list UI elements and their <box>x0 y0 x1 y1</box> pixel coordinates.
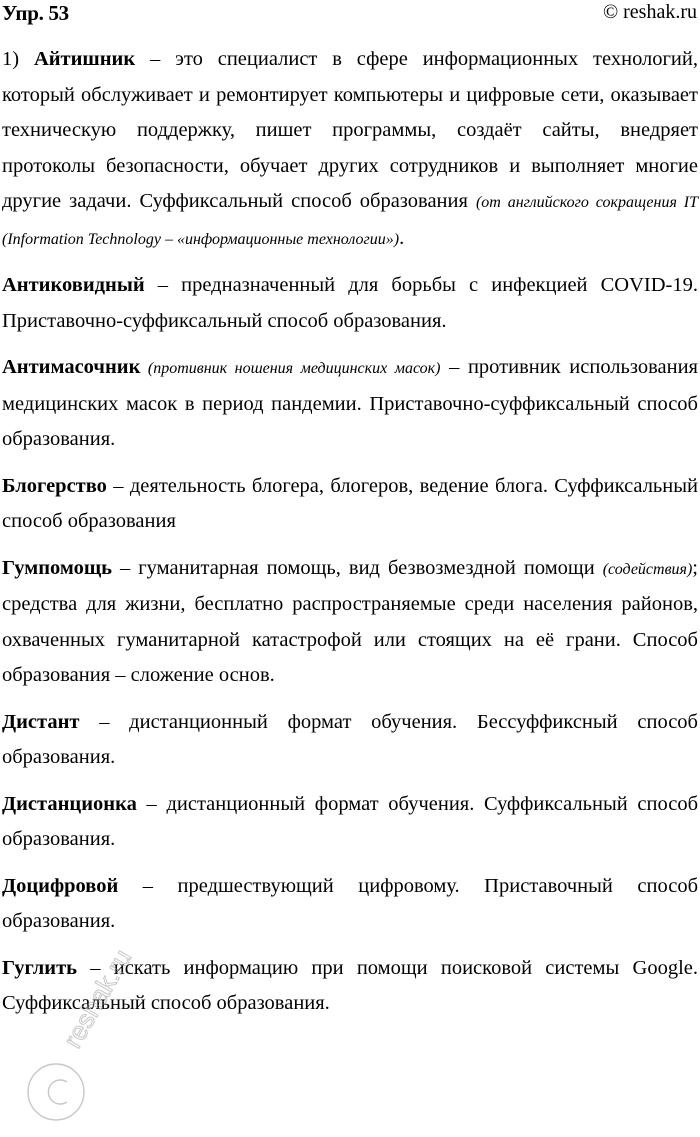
entry-guglit <box>2 951 698 1022</box>
entry-antikovidny <box>2 268 698 339</box>
entry-definition: – деятельность блогера, блогеров, ведение блога. Суффиксальный способ образования <box>2 474 698 532</box>
entry-note: (противник ношения медицинских масок) <box>140 360 441 377</box>
entry-definition: – противник использования медицинских масок в период пандемии. Приставочно-суффиксальный способ образования. <box>2 356 698 450</box>
entry-tail: ; средства для жизни, бесплатно распространяемые среди населения районов, охваченных гуманитарной катастрофой или стоящих на её грани. Способ образования – сложение основ. <box>2 556 698 686</box>
entry-note: (от английского сокращения IT (Information Technology – «информационные технологии») <box>2 194 698 248</box>
entry-distant <box>2 705 698 776</box>
entry-aitishnik <box>2 42 698 257</box>
entry-blogerstvo <box>2 469 698 540</box>
entry-number: 1) <box>2 48 34 70</box>
entry-definition: – предшествующий цифровому. Приставочный способ образования. <box>2 874 698 932</box>
answer-content <box>2 42 698 1033</box>
entry-definition: – дистанционный формат обучения. Суффиксальный способ образования. <box>2 792 698 850</box>
entry-term: Гуглить <box>2 956 78 979</box>
entry-definition: – предназначенный для борьбы с инфекцией COVID-19. Приставочно-суффиксальный способ образования. <box>2 274 698 332</box>
entry-antimasochnik <box>2 350 698 458</box>
watermark-text: reshak.ru <box>57 944 138 1053</box>
entry-distantsionka <box>2 787 698 858</box>
copyright-label: © reshak.ru <box>602 1 697 23</box>
entry-term: Гумпомощь <box>2 556 112 579</box>
entry-definition: – гуманитарная помощь, вид безвозмездной помощи <box>111 556 603 579</box>
entry-gumpomoshch <box>2 551 698 694</box>
entry-term: Дистант <box>2 710 80 733</box>
entry-definition: – искать информацию при помощи поисковой системы Google. Суффиксальный способ образования. <box>2 956 698 1014</box>
entry-term: Блогерство <box>2 474 107 497</box>
entry-definition: – это специалист в сфере информационных технологий, который обслуживает и ремонтирует компьютеры и цифровые сети, оказывает техническую поддержку, пишет программы, создаёт сайты, внедряет протоколы безопасности, обучает других сотрудников и выполняет многие другие задачи. Суффиксальный способ образования <box>2 48 698 212</box>
entry-term: Дистанционка <box>2 792 137 815</box>
page-header <box>0 0 700 28</box>
entry-term: Айтишник <box>33 48 136 70</box>
entry-definition: – дистанционный формат обучения. Бессуффиксный способ образования. <box>2 710 698 768</box>
entry-dotsifrovoy <box>2 869 698 940</box>
entry-term: Доцифровой <box>2 874 119 897</box>
entry-term: Антиковидный <box>2 274 145 296</box>
entry-note: (содействия) <box>602 560 693 578</box>
entry-term: Антимасочник <box>2 356 141 378</box>
entry-tail: . <box>399 226 405 249</box>
exercise-title: Упр. 53 <box>2 1 69 25</box>
